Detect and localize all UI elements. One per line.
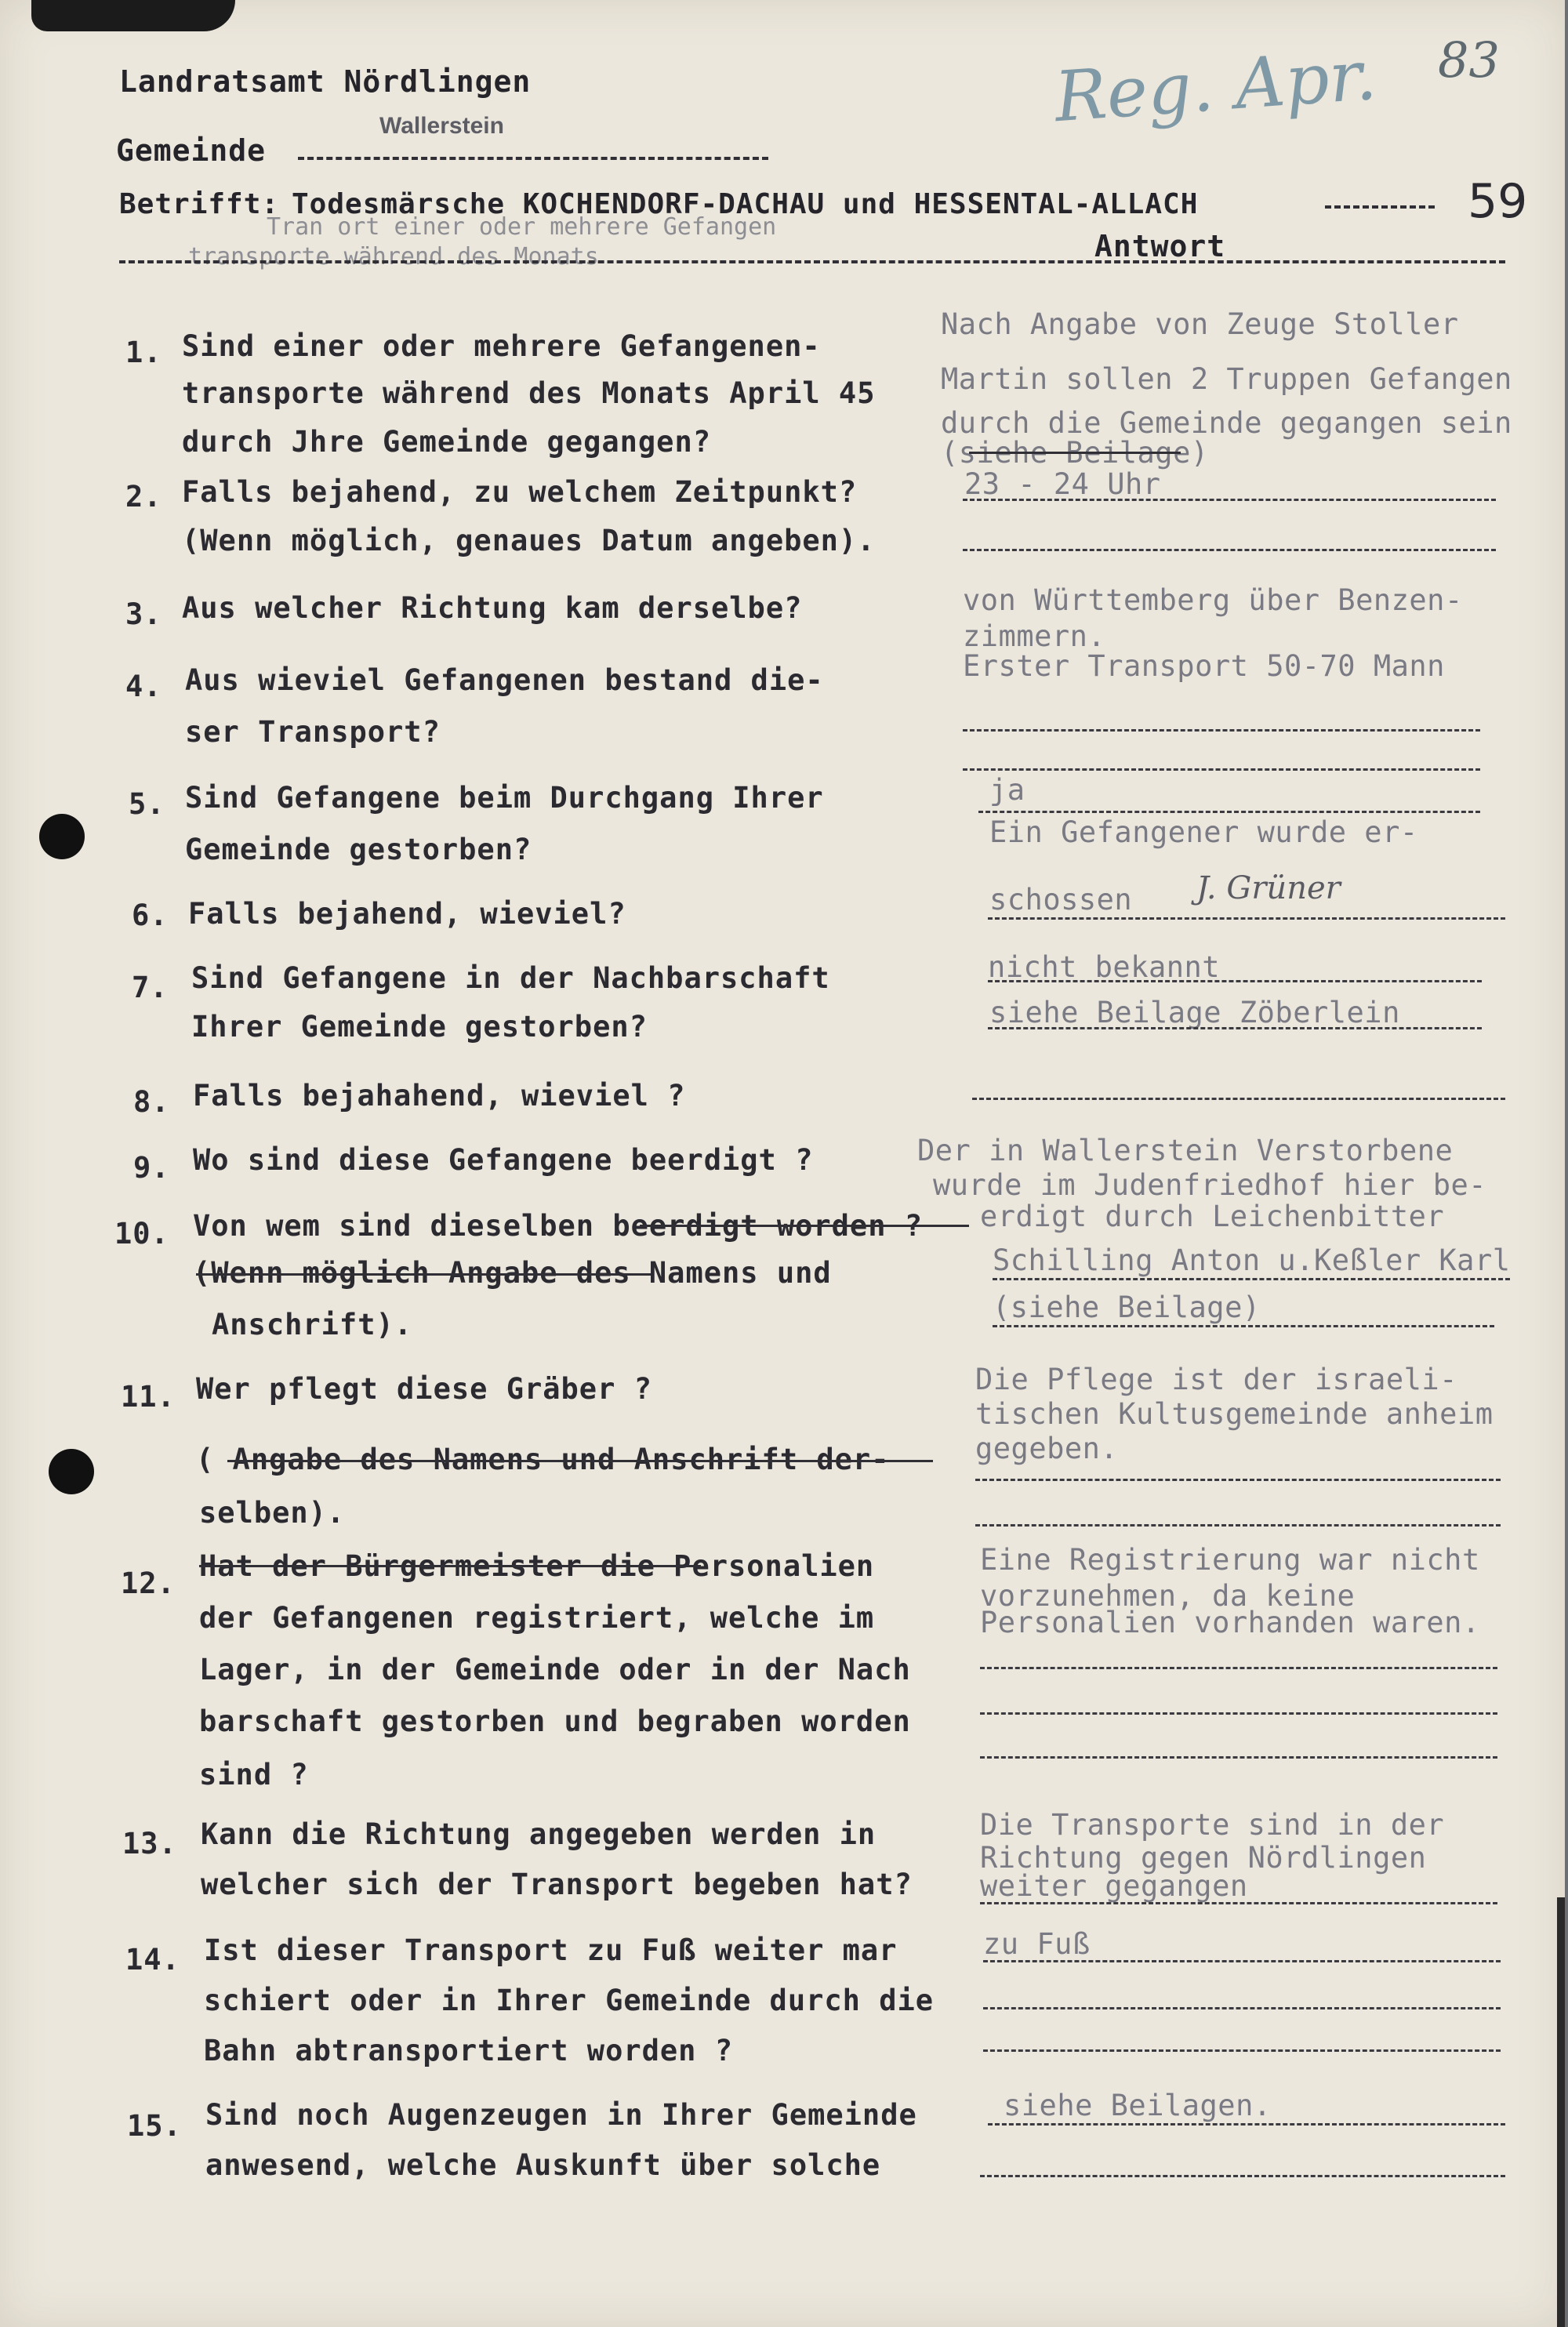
- question-line: ( Angabe des Namens und Anschrift der-: [196, 1443, 890, 1476]
- question-line: (Wenn möglich, genaues Datum angeben).: [182, 524, 876, 557]
- question-line: anwesend, welche Auskunft über solche: [205, 2148, 881, 2182]
- betrifft-text: Todesmärsche KOCHENDORF-DACHAU und HESSENTAL-ALLACH: [292, 188, 1199, 220]
- strikethrough: [196, 1273, 651, 1276]
- betrifft-label: Betrifft:: [119, 188, 280, 220]
- answer-4: Erster Transport 50-70 Mann: [963, 649, 1445, 683]
- scan-edge-shadow: [1557, 1897, 1565, 2327]
- answer-line-rule: [980, 1756, 1497, 1759]
- answer-line: vorzunehmen, da keine: [980, 1579, 1356, 1613]
- question-line: Falls bejahend, wieviel?: [188, 897, 626, 931]
- answer-line: Eine Registrierung war nicht: [980, 1543, 1480, 1577]
- answer-line: (siehe Beilage): [993, 1291, 1261, 1324]
- answer-line-rule: [988, 917, 1505, 920]
- question-line: Gemeinde gestorben?: [185, 833, 532, 866]
- handwritten-number: 83: [1438, 31, 1500, 89]
- answer-line: (siehe Beilage): [941, 436, 1209, 470]
- answer-line: Die Pflege ist der israeli-: [975, 1363, 1457, 1396]
- question-number: 12.: [121, 1566, 176, 1600]
- answer-line-rule: [993, 1278, 1510, 1280]
- answer-line: Schilling Anton u.Keßler Karl: [993, 1243, 1511, 1277]
- question-line: Aus welcher Richtung kam derselbe?: [182, 591, 803, 625]
- answer-line-rule: [975, 1479, 1501, 1481]
- question-line: Anschrift).: [212, 1308, 413, 1341]
- strikethrough: [227, 1460, 933, 1462]
- answer-line-rule: [963, 499, 1496, 501]
- answer-line-rule: [972, 1098, 1505, 1100]
- question-line: transporte während des Monats April 45: [182, 376, 876, 410]
- answer-line: weiter gegangen: [980, 1869, 1248, 1903]
- answer-line: Nach Angabe von Zeuge Stoller: [941, 307, 1459, 341]
- question-number: 7.: [132, 971, 169, 1004]
- answer-line: zimmern.: [963, 619, 1106, 653]
- answer-line: schossen: [989, 883, 1133, 917]
- question-line: Ist dieser Transport zu Fuß weiter mar: [204, 1933, 898, 1967]
- answer-8: siehe Beilage Zöberlein: [989, 996, 1400, 1029]
- answer-line: erdigt durch Leichenbitter: [980, 1200, 1445, 1233]
- question-line: Lager, in der Gemeinde oder in der Nach: [199, 1653, 911, 1686]
- answer-line: Richtung gegen Nördlingen: [980, 1841, 1427, 1875]
- answer-7: nicht bekannt: [988, 950, 1221, 984]
- answer-line: von Württemberg über Benzen-: [963, 583, 1463, 617]
- question-number: 15.: [127, 2109, 182, 2143]
- strikethrough: [199, 1565, 701, 1567]
- question-number: 14.: [125, 1943, 180, 1977]
- answer-line-rule: [963, 549, 1496, 551]
- question-number: 1.: [125, 336, 162, 369]
- answer-2: 23 - 24 Uhr: [964, 467, 1161, 501]
- punch-hole-top: [39, 814, 85, 859]
- answer-line-rule: [963, 729, 1480, 731]
- question-line: Falls bejahend, zu welchem Zeitpunkt?: [182, 475, 858, 509]
- answer-line-rule: [988, 2123, 1505, 2126]
- question-line: Sind einer oder mehrere Gefangenen-: [182, 329, 821, 363]
- answer-line-rule: [975, 1524, 1501, 1527]
- antwort-label: Antwort: [1094, 229, 1226, 263]
- question-line: Sind noch Augenzeugen in Ihrer Gemeinde: [205, 2098, 917, 2132]
- answer-line: durch die Gemeinde gegangen sein: [941, 406, 1512, 440]
- question-line: Von wem sind dieselben beerdigt worden ?: [193, 1209, 924, 1243]
- question-number: 10.: [114, 1217, 169, 1251]
- answer-15: siehe Beilagen.: [1004, 2089, 1272, 2122]
- answer-line: wurde im Judenfriedhof hier be-: [933, 1168, 1487, 1202]
- signature: J. Grüner: [1196, 870, 1341, 906]
- question-line: Bahn abtransportiert worden ?: [204, 2034, 734, 2067]
- answer-line-rule: [980, 2175, 1505, 2177]
- question-number: 4.: [125, 670, 162, 703]
- question-line: Falls bejahahend, wieviel ?: [193, 1079, 686, 1113]
- question-number: 11.: [121, 1380, 176, 1414]
- answer-line: gegeben.: [975, 1432, 1119, 1465]
- answer-line: Die Transporte sind in der: [980, 1808, 1445, 1842]
- question-number: 2.: [125, 480, 162, 514]
- answer-line: Ein Gefangener wurde er-: [989, 815, 1418, 849]
- answer-line-rule: [980, 1902, 1497, 1904]
- question-line: (Wenn möglich Angabe des Namens und: [193, 1256, 832, 1290]
- question-line: Ihrer Gemeinde gestorben?: [191, 1010, 648, 1044]
- answer-line: Der in Wallerstein Verstorbene: [917, 1134, 1454, 1167]
- question-number: 3.: [125, 597, 162, 631]
- question-line: selben).: [199, 1496, 346, 1530]
- answer-line-rule: [980, 1712, 1497, 1715]
- answer-line-rule: [993, 1325, 1494, 1327]
- strikethrough: [640, 1225, 969, 1227]
- gemeinde-line: [298, 157, 768, 160]
- question-number: 6.: [132, 898, 169, 932]
- question-number: 13.: [122, 1827, 177, 1861]
- question-line: Sind Gefangene beim Durchgang Ihrer: [185, 781, 824, 815]
- gemeinde-stamp: Wallerstein: [379, 113, 504, 139]
- question-line: schiert oder in Ihrer Gemeinde durch die: [204, 1984, 935, 2017]
- question-number: 9.: [133, 1151, 170, 1185]
- question-line: Wo sind diese Gefangene beerdigt ?: [193, 1143, 814, 1177]
- gemeinde-label: Gemeinde: [116, 133, 267, 168]
- answer-line: Martin sollen 2 Truppen Gefangen: [941, 362, 1512, 396]
- question-line: ser Transport?: [185, 715, 441, 749]
- answer-line: Personalien vorhanden waren.: [980, 1606, 1480, 1639]
- question-line: Kann die Richtung angegeben werden in: [201, 1817, 877, 1851]
- strikethrough: [969, 452, 1181, 454]
- question-line: Hat der Bürgermeister die Personalien: [199, 1549, 875, 1583]
- answer-14: zu Fuß: [983, 1927, 1091, 1961]
- answer-line-rule: [988, 1027, 1482, 1029]
- answer-line-rule: [983, 1960, 1501, 1962]
- answer-line-rule: [983, 2007, 1501, 2009]
- question-line: Wer pflegt diese Gräber ?: [196, 1372, 652, 1406]
- question-number: 8.: [133, 1085, 170, 1119]
- question-line: Sind Gefangene in der Nachbarschaft: [191, 961, 830, 995]
- burned-corner: [31, 0, 235, 31]
- question-line: welcher sich der Transport begeben hat?: [201, 1868, 913, 1901]
- punch-hole-bottom: [49, 1449, 94, 1494]
- question-line: der Gefangenen registriert, welche im: [199, 1601, 875, 1635]
- office-name: Landratsamt Nördlingen: [119, 64, 532, 99]
- header-rule: [119, 260, 1505, 263]
- question-line: barschaft gestorben und begraben worden: [199, 1704, 911, 1738]
- overtyped-text-2: transporte während des Monats: [188, 243, 599, 270]
- header-trailing-line: [1325, 205, 1435, 209]
- overtyped-text: Tran ort einer oder mehrere Gefangen: [267, 213, 777, 241]
- answer-line: tischen Kultusgemeinde anheim: [975, 1397, 1494, 1431]
- page-number: 59: [1468, 174, 1528, 229]
- answer-line-rule: [988, 980, 1482, 982]
- answer-5: ja: [989, 773, 1025, 807]
- answer-line-rule: [978, 811, 1480, 813]
- answer-line-rule: [980, 1667, 1497, 1669]
- question-line: sind ?: [199, 1758, 309, 1792]
- question-number: 5.: [129, 787, 165, 821]
- answer-line-rule: [983, 2049, 1501, 2052]
- answer-line-rule: [963, 768, 1480, 771]
- question-line: Aus wieviel Gefangenen bestand die-: [185, 663, 824, 697]
- question-line: durch Jhre Gemeinde gegangen?: [182, 425, 712, 459]
- handwritten-reference: Reg. Apr.: [1051, 34, 1379, 138]
